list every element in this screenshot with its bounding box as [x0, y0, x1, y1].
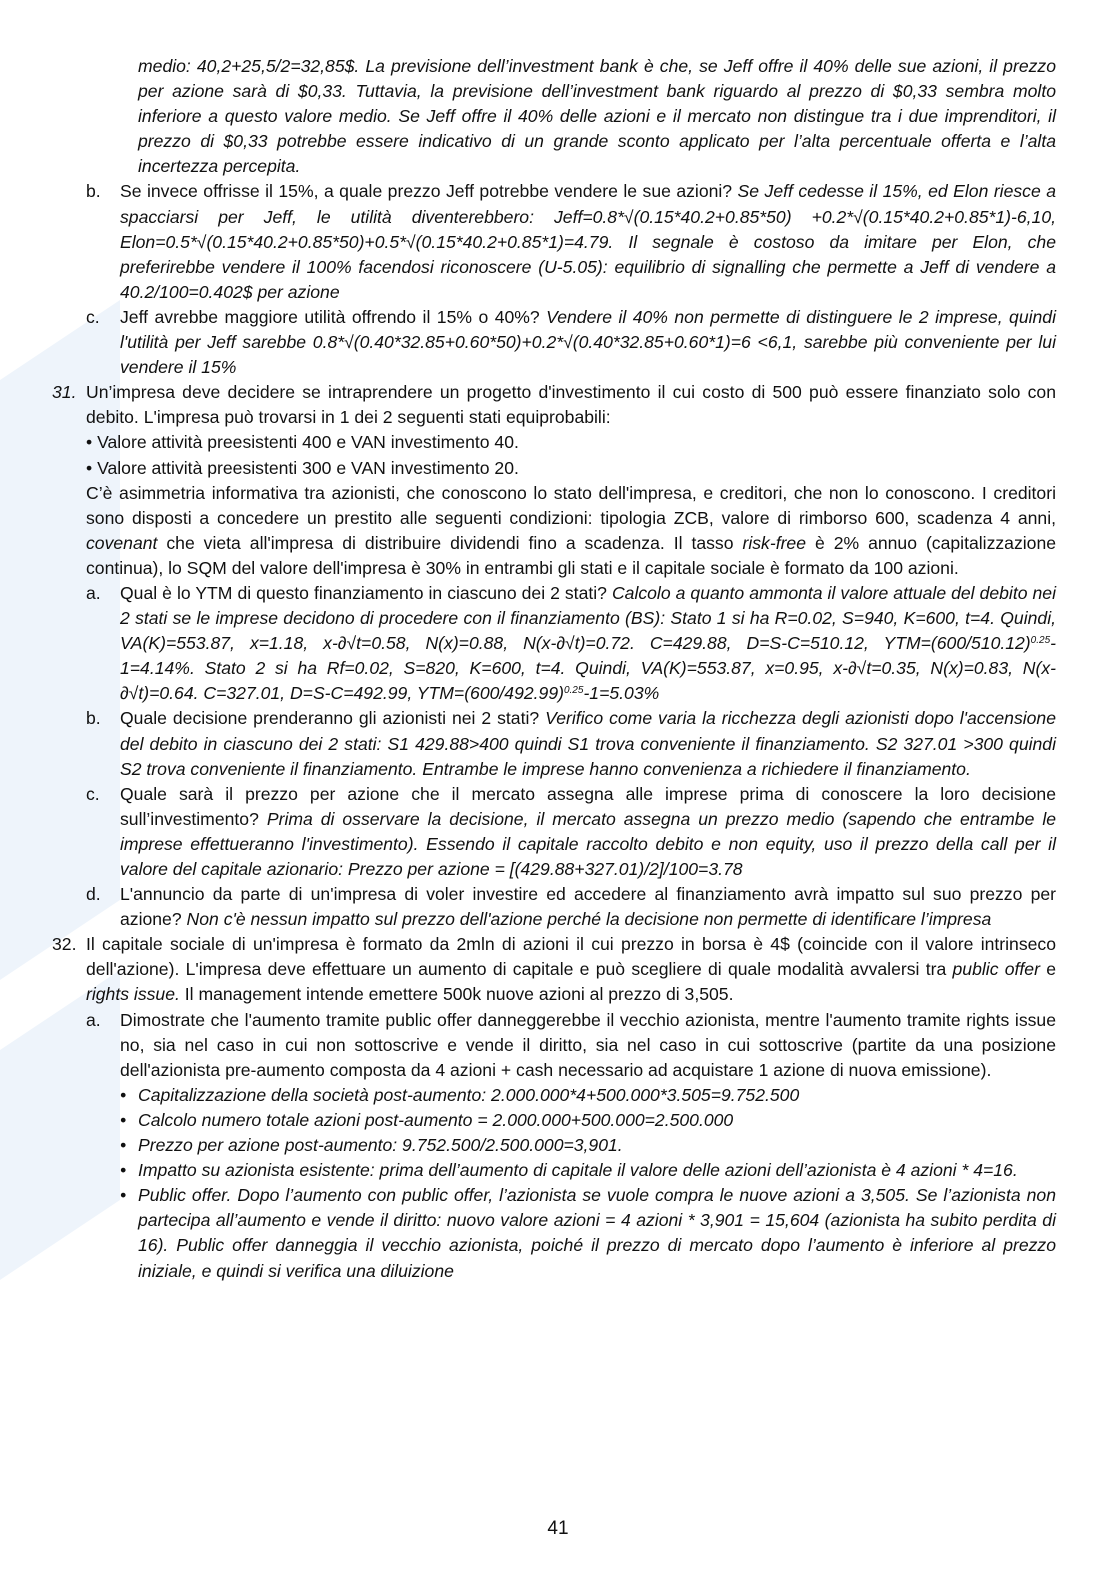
q30-c	[52, 305, 1056, 380]
q32-number: 32.	[52, 934, 77, 955]
q31-text: Un’impresa deve decidere se intraprendere un progetto d'investimento il cui costo di 500 può essere finanziato solo con debito. L'impresa può trovarsi in 1 dei 2 seguenti stati equiprobabili:	[86, 382, 1056, 428]
q31-c-question: Quale sarà il prezzo per azione che il mercato assegna alle imprese prima di conoscere la loro decisione sull’investimento?	[120, 783, 1056, 829]
q31-a: a. Qual è lo YTM di questo finanziamento in ciascuno dei 2 stati? Calcolo a quanto ammonta il valore attuale del debito nei 2 stati se le imprese decidono di procedere con il finanziamento (BS): Stato 1 si ha R=0.02, S=940, K=600, t=4. Quindi, VA(K)=553.87, x=1.18, x-∂√t=0.58, N(x)=0.88, N(x-∂√t)=0.72. C=429.88, D=S-C=510.12, $YTM=(600/510.12)^{0.25}-1=4.14\%$. Stato 2 si ha Rf=0.02, S=820, K=600, t=4. Quindi, VA(K)=553.87, x=0.95, x-∂√t=0.35, N(x)=0.83, N(x-∂√t)=0.64. C=327.01, D=S-C=492.99, $YTM=(600/492.99)^{0.25}-1=5.03\%$	[86, 582, 1056, 704]
q30-b	[52, 179, 1056, 304]
q31-b-question: Quale decisione prenderanno gli azionisti nei 2 stati?	[120, 708, 540, 729]
document-page	[52, 54, 1056, 1284]
q31-c: c. Quale sarà il prezzo per azione che il mercato assegna alle imprese prima di conoscere la loro decisione sull’investimento? Prima di osservare la decisione, il mercato assegna un prezzo medio (sapendo che entrambe le imprese effettueranno l'investimento). Essendo il capitale raccolto debito e non equity, uso il prezzo della call per il valore del capitale azionario: Prezzo per azione = [(429.88+327.01)/2]/100=3.78	[86, 783, 1057, 879]
q32-bullet: • Impatto su azionista esistente: prima dell’aumento di capitale il valore delle azioni dell’azionista è 4 azioni * 4=16.	[120, 1160, 1018, 1181]
q31-d-answer: Non c'è nessun impatto sul prezzo dell'azione perché la decisione non permette di identificare l’impresa	[186, 909, 992, 930]
q31-bullet: • Valore attività preesistenti 300 e VAN investimento 20.	[86, 457, 519, 478]
q30-c-question: Jeff avrebbe maggiore utilità offrendo il 15% o 40%?	[120, 306, 540, 327]
q31-b: b. Quale decisione prenderanno gli azionisti nei 2 stati? Verifico come varia la ricchezza degli azionisti dopo l'accensione del debito in ciascuno dei 2 stati: S1 429.88>400 quindi S1 trova conveniente il finanziamento. S2 327.01 >300 quindi S2 trova conveniente il finanziamento. Entrambe le imprese hanno convenienza a richiedere il finanziamento.	[86, 708, 1057, 779]
q31-c-answer: Prima di osservare la decisione, il mercato assegna un prezzo medio (sapendo che entrambe le imprese effettueranno l'investimento). Essendo il capitale raccolto debito e non equity, uso il prezzo della call per il valore del capitale azionario: Prezzo per azione = [(429.88+327.01)/2]/100=3.78	[120, 808, 1057, 879]
q31-paragraph-2: C’è asimmetria informativa tra azionisti, che conoscono lo stato dell'impresa, e creditori, che non lo conoscono. I creditori sono disposti a concedere un prestito alle seguenti condizioni: tipologia ZCB, valore di rimborso 600, scadenza 4 anni, covenant che vieta all'impresa di distribuire dividendi fino a scadenza. Il tasso risk-free è 2% annuo (capitalizzazione continua), lo SQM del valore dell'impresa è 30% in entrambi gli stati e il capitale sociale è formato da 100 azioni.	[86, 482, 1057, 578]
q31-b-answer: Verifico come varia la ricchezza degli azionisti dopo l'accensione del debito in ciascuno dei 2 stati: S1 429.88>400 quindi S1 trova conveniente il finanziamento. S2 327.01 >300 quindi S2 trova conveniente il finanziamento. Entrambe le imprese hanno convenienza a richiedere il finanziamento.	[120, 708, 1057, 779]
q32-bullet: • Prezzo per azione post-aumento: 9.752.500/2.500.000=3,901.	[120, 1135, 623, 1156]
q31-d-question: L'annuncio da parte di un'impresa di voler investire ed accedere al finanziamento avrà impatto sul suo prezzo per azione?	[120, 884, 1056, 930]
q30-c-answer: Vendere il 40% non permette di distinguere le 2 imprese, quindi l'utilità per Jeff sarebbe 0.8*√(0.40*32.85+0.60*50)+0.2*√(0.40*32.85+0.60*1)=6 <6,1, sarebbe più conveniente per lui vendere il 15%	[120, 306, 1056, 378]
q31-d: d. L'annuncio da parte di un'impresa di voler investire ed accedere al finanziamento avrà impatto sul suo prezzo per azione? Non c'è nessun impatto sul prezzo dell'azione perché la decisione non permette di identificare l’impresa	[86, 884, 1056, 930]
q31-bullets	[52, 430, 1056, 480]
q31-bullet: • Valore attività preesistenti 400 e VAN investimento 40.	[86, 432, 519, 453]
q30-b-label: b.	[86, 181, 101, 202]
question-31	[52, 380, 1056, 430]
q32-bullet: • Capitalizzazione della società post-aumento: 2.000.000*4+500.000*3.505=9.752.500	[120, 1084, 800, 1105]
q31-a-answer: Calcolo a quanto ammonta il valore attuale del debito nei 2 stati se le imprese decidono di procedere con il finanziamento (BS): Stato 1 si ha R=0.02, S=940, K=600, t=4. Quindi, VA(K)=553.87, x=1.18, x-∂√t=0.58, N(x)=0.88, N(x-∂√t)=0.72. C=429.88, D=S-C=510.12, $YTM=(600/510.12)^{0.25}-1=4.14\%$. Stato 2 si ha Rf=0.02, S=820, K=600, t=4. Quindi, VA(K)=553.87, x=0.95, x-∂√t=0.35, N(x)=0.83, N(x-∂√t)=0.64. C=327.01, D=S-C=492.99, $YTM=(600/492.99)^{0.25}-1=5.03\%$	[120, 582, 1056, 704]
q31-a-question: Qual è lo YTM di questo finanziamento in ciascuno dei 2 stati?	[120, 582, 607, 603]
q32-bullet: • Public offer. Dopo l’aumento con public offer, l’azionista se vuole compra le nuove azioni a 3,505. Se l’azionista non partecipa all’aumento e vende il diritto: nuovo valore azioni = 4 azioni * 3,901 = 15,604 (azionista ha subito perdita di 16). Public offer danneggia il vecchio azionista, poiché il prezzo di mercato dopo l’aumento è inferiore al prezzo iniziale, e quindi si verifica una diluizione	[120, 1185, 1056, 1281]
q30-b-answer: Se Jeff cedesse il 15%, ed Elon riesce a spacciarsi per Jeff, le utilità diventerebbero: Jeff=0.8*√(0.15*40.2+0.85*50) +0.2*√(0.15*40.2+0.85*1)-6,10, Elon=0.5*√(0.15*40.2+0.85*50)+0.5*√(0.15*40.2+0.85*1)=4.79. Il segnale è costoso da imitare per Elon, che preferirebbe vendere il 100% facendosi riconoscere (U-5.05): equilibrio di signalling che permette a Jeff di vendere a 40.2/100=0.402$ per azione	[120, 181, 1056, 302]
q31-number: 31.	[52, 382, 77, 403]
q30-c-label: c.	[86, 306, 100, 327]
page-number: 41	[547, 1518, 569, 1539]
q32-bullet: • Calcolo numero totale azioni post-aumento = 2.000.000+500.000=2.500.000	[120, 1109, 734, 1130]
q32-a-bullets	[52, 1083, 1056, 1284]
question-32: 32. Il capitale sociale di un'impresa è formato da 2mln di azioni il cui prezzo in borsa è 4$ (coincide con il valore intrinseco dell'azione). L'impresa deve effettuare un aumento di capitale e può scegliere di quale modalità avvalersi tra public offer e rights issue. Il management intende emettere 500k nuove azioni al prezzo di 3,505.	[52, 934, 1057, 1005]
q32-a: a. Dimostrate che l'aumento tramite public offer danneggerebbe il vecchio azionista, mentre l'aumento tramite rights issue no, sia nel caso in cui non sottoscrive e vende il diritto, sia nel caso in cui sottoscrive (partite da una posizione dell'azionista pre-aumento composta da 4 azioni + cash necessario ad acquistare 1 azione di nuova emissione).	[86, 1009, 1056, 1080]
q30-b-question: Se invece offrisse il 15%, a quale prezzo Jeff potrebbe vendere le sue azioni?	[120, 181, 733, 202]
intro-continuation: medio: 40,2+25,5/2=32,85$. La previsione dell’investment bank è che, se Jeff offre il 40% delle sue azioni, il prezzo per azione sarà di $0,33. Tuttavia, la previsione dell’investment bank riguardo al prezzo di $0,33 sembra molto inferiore a questo valore medio. Se Jeff offre il 40% delle azioni e il mercato non distingue tra i due imprenditori, il prezzo di $0,33 potrebbe essere indicativo di un grande sconto applicato per l’alta percentuale offerta e l’alta incertezza percepita.	[138, 56, 1056, 177]
q32-a-question: Dimostrate che l'aumento tramite public offer danneggerebbe il vecchio azionista, mentre l'aumento tramite rights issue no, sia nel caso in cui non sottoscrive e vende il diritto, sia nel caso in cui sottoscrive (partite da una posizione dell'azionista pre-aumento composta da 4 azioni + cash necessario ad acquistare 1 azione di nuova emissione).	[120, 1009, 1056, 1080]
